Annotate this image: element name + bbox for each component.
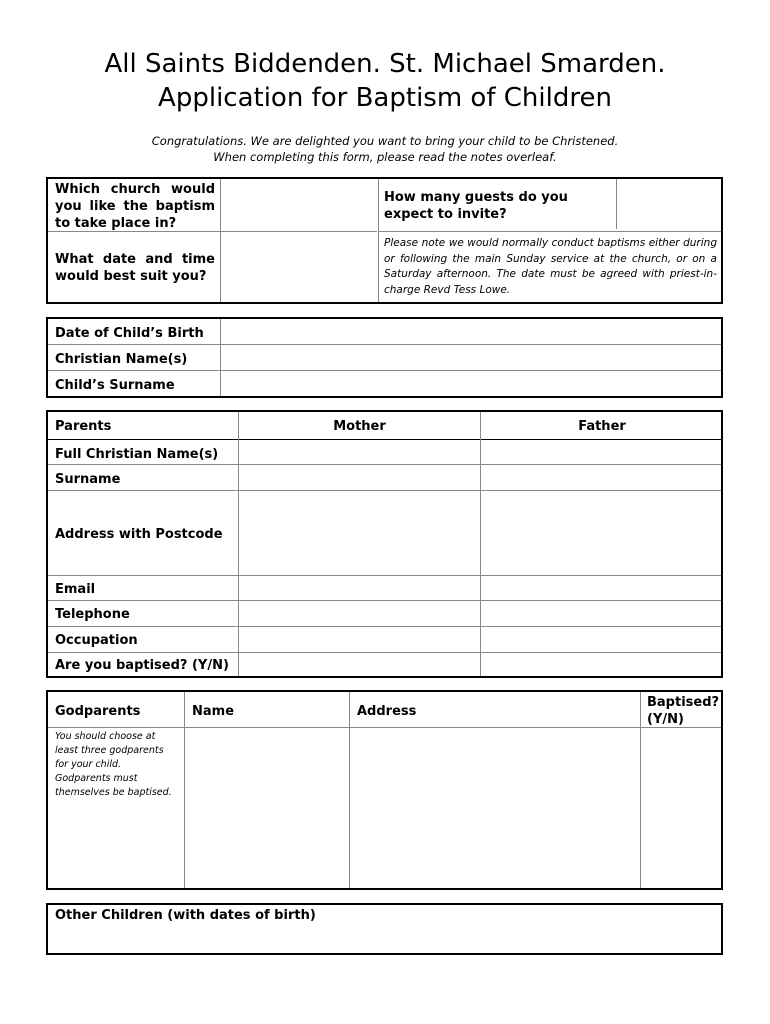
form-title-line-2: Application for Baptism of Children (158, 83, 612, 113)
mother-email-field[interactable] (239, 576, 480, 600)
child-surname-field[interactable] (221, 371, 723, 396)
mother-occupation-field[interactable] (239, 627, 480, 652)
father-telephone-field[interactable] (481, 601, 723, 626)
other-children-field[interactable] (48, 925, 721, 953)
other-children-label: Other Children (with dates of birth) (55, 908, 316, 923)
date-time-label: What date and time would best suit you? (55, 252, 215, 284)
godparent-address-field[interactable] (350, 728, 640, 888)
parent-row-label: Address with Postcode (55, 527, 223, 542)
godparents-section (46, 690, 723, 890)
mother-address-field[interactable] (239, 491, 480, 575)
child-birth-label: Date of Child’s Birth (55, 326, 204, 341)
child-surname-label: Child’s Surname (55, 378, 175, 393)
child-christian-names-label: Christian Name(s) (55, 352, 188, 367)
parent-row-label: Surname (55, 472, 121, 487)
parent-row-label: Full Christian Name(s) (55, 447, 219, 462)
which-church-label: Which church would you like the baptism to take place in? (55, 182, 215, 231)
child-christian-names-field[interactable] (221, 345, 723, 370)
church-section (46, 177, 723, 304)
parent-row-label: Occupation (55, 633, 138, 648)
child-section (46, 317, 723, 398)
father-surname-field[interactable] (481, 465, 723, 490)
parent-row-label: Are you baptised? (Y/N) (55, 658, 229, 673)
mother-baptised-field[interactable] (239, 653, 480, 676)
guests-label: How many guests do you expect to invite? (384, 190, 568, 222)
which-church-field[interactable] (221, 179, 377, 231)
mother-surname-field[interactable] (239, 465, 480, 490)
parents-section (46, 410, 723, 678)
intro-line-2: When completing this form, please read the notes overleaf. (213, 150, 557, 164)
intro-line-1: Congratulations. We are delighted you want to bring your child to be Christened. (151, 134, 619, 148)
father-occupation-field[interactable] (481, 627, 723, 652)
father-header: Father (578, 419, 626, 434)
parent-row-label: Email (55, 582, 96, 597)
guests-field[interactable] (617, 179, 723, 231)
father-email-field[interactable] (481, 576, 723, 600)
parent-row-label: Telephone (55, 607, 130, 622)
godparent-address-header: Address (357, 704, 417, 719)
child-birth-field[interactable] (221, 319, 723, 344)
form-title-line-1: All Saints Biddenden. St. Michael Smarden. (104, 49, 666, 79)
father-address-field[interactable] (481, 491, 723, 575)
father-baptised-field[interactable] (481, 653, 723, 676)
godparent-name-header: Name (192, 704, 235, 719)
date-time-field[interactable] (221, 232, 377, 304)
godparent-baptised-field[interactable] (641, 728, 723, 888)
godparent-baptised-header: Baptised? (Y/N) (647, 695, 720, 727)
other-children-section (46, 903, 723, 955)
mother-christian-names-field[interactable] (239, 440, 480, 464)
baptism-timing-note: Please note we would normally conduct baptisms either during or following the main Sunday service at the church, or on a Saturday afternoon. The date must be agreed with priest-in-charge Revd Tess Lowe. (384, 237, 717, 296)
godparents-note: You should choose at least three godparents for your child. Godparents must themselves be baptised. (55, 731, 172, 798)
parents-header: Parents (55, 419, 112, 434)
father-christian-names-field[interactable] (481, 440, 723, 464)
mother-header: Mother (333, 419, 386, 434)
godparents-header: Godparents (55, 704, 141, 719)
godparent-name-field[interactable] (185, 728, 349, 888)
mother-telephone-field[interactable] (239, 601, 480, 626)
